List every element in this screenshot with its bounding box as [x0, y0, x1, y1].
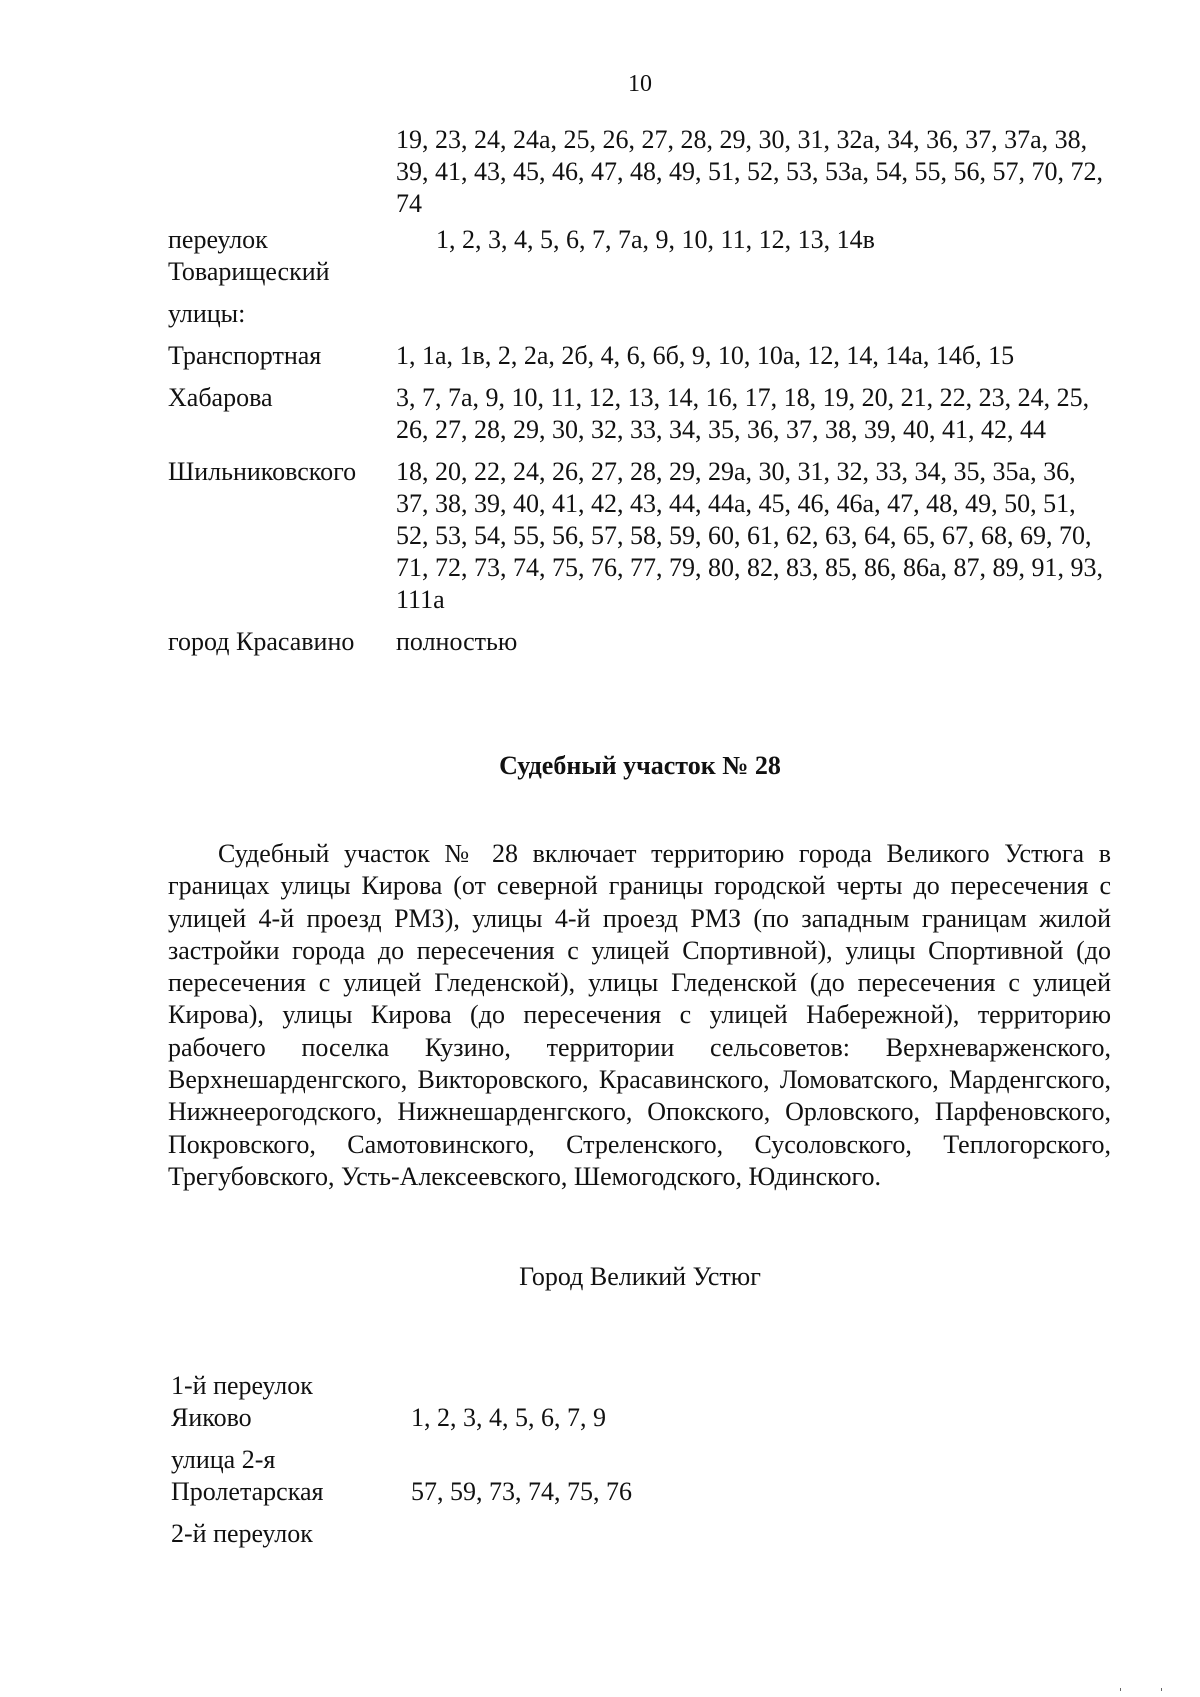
- streets-table-continued: [168, 124, 1111, 658]
- street-name-line: Яиково: [171, 1403, 252, 1432]
- street-row: [168, 340, 1111, 372]
- street-name-line: 2-й переулок: [171, 1519, 313, 1548]
- street-row: [168, 456, 1111, 616]
- street-row: [171, 1370, 871, 1434]
- street-name: Шильниковского: [168, 457, 357, 486]
- house-numbers: [396, 298, 1111, 330]
- street-name: [168, 124, 396, 220]
- street-name: [171, 1370, 411, 1434]
- street-row: [168, 298, 1111, 330]
- street-name-line: 1-й переулок: [171, 1371, 313, 1400]
- house-numbers: 1, 1а, 1в, 2, 2а, 2б, 4, 6, 6б, 9, 10, 10а, 12, 14, 14а, 14б, 15: [396, 341, 1015, 370]
- scan-artifact: [1120, 1688, 1162, 1691]
- street-name: Транспортная: [168, 341, 322, 370]
- street-name: переулок Товарищеский: [168, 225, 330, 286]
- street-name-line: улица 2-я: [171, 1445, 276, 1474]
- house-numbers: 19, 23, 24, 24а, 25, 26, 27, 28, 29, 30, 31, 32а, 34, 36, 37, 37а, 38, 39, 41, 43, 45, 46, 47, 48, 49, 51, 52, 53, 53а, 54, 55, 56, 57, 70, 72, 74: [396, 125, 1104, 218]
- street-group-label: улицы:: [168, 299, 246, 328]
- street-name: Хабарова: [168, 383, 273, 412]
- house-numbers: 57, 59, 73, 74, 75, 76: [411, 1477, 632, 1506]
- house-numbers: 1, 2, 3, 4, 5, 6, 7, 9: [411, 1403, 606, 1432]
- street-name-line: Пролетарская: [171, 1477, 324, 1506]
- street-row: [168, 382, 1111, 446]
- street-name: город Красавино: [168, 627, 355, 656]
- streets-table-28: [171, 1370, 871, 1550]
- house-numbers: 18, 20, 22, 24, 26, 27, 28, 29, 29а, 30, 31, 32, 33, 34, 35, 35а, 36, 37, 38, 39, 40, 41, 42, 43, 44, 44а, 45, 46, 46а, 47, 48, 49, 50, 51, 52, 53, 54, 55, 56, 57, 58, 59, 60, 61, 62, 63, 64, 65, 67, 68, 69, 70, 71, 72, 73, 74, 75, 76, 77, 79, 80, 82, 83, 85, 86, 86а, 87, 89, 91, 93, 111а: [396, 457, 1104, 614]
- street-row: [171, 1518, 871, 1550]
- house-numbers: полностью: [396, 627, 518, 656]
- house-numbers: [411, 1518, 871, 1550]
- section-title: Судебный участок № 28: [499, 751, 781, 780]
- page-number: 10: [628, 71, 652, 97]
- street-row: [168, 224, 1111, 288]
- street-name: [171, 1444, 411, 1508]
- street-name: [171, 1518, 411, 1550]
- house-numbers: 3, 7, 7а, 9, 10, 11, 12, 13, 14, 16, 17, 18, 19, 20, 21, 22, 23, 24, 25, 26, 27, 28, 29, 30, 32, 33, 34, 35, 36, 37, 38, 39, 40, 41, 42, 44: [396, 383, 1090, 444]
- house-numbers: 1, 2, 3, 4, 5, 6, 7, 7а, 9, 10, 11, 12, 13, 14в: [436, 225, 875, 254]
- section-description: Судебный участок № 28 включает территорию города Великого Устюга в границах улицы Кирова (от северной границы городской черты до пересечения с улицей 4-й проезд РМЗ), улицы 4-й проезд РМЗ (по западным границам жилой застройки города до пересечения с улицей Спортивной), улицы Спортивной (до пересечения с улицей Гледенской), улицы Гледенской (до пересечения с улицей Кирова), улицы Кирова (до пересечения с улицей Набережной), территорию рабочего поселка Кузино, территории сельсоветов: Верхневарженского, Верхнешарденгского, Викторовского, Красавинского, Ломоватского, Марденгского, Нижнеерогодского, Нижнешарденгского, Опокского, Орловского, Парфеновского, Покровского, Самотовинского, Стреленского, Сусоловского, Теплогорского, Трегубовского, Усть-Алексеевского, Шемогодского, Юдинского.: [168, 839, 1111, 1191]
- street-row: [168, 124, 1111, 220]
- street-row: [168, 626, 1111, 658]
- street-row: [171, 1444, 871, 1508]
- city-title: Город Великий Устюг: [519, 1262, 761, 1291]
